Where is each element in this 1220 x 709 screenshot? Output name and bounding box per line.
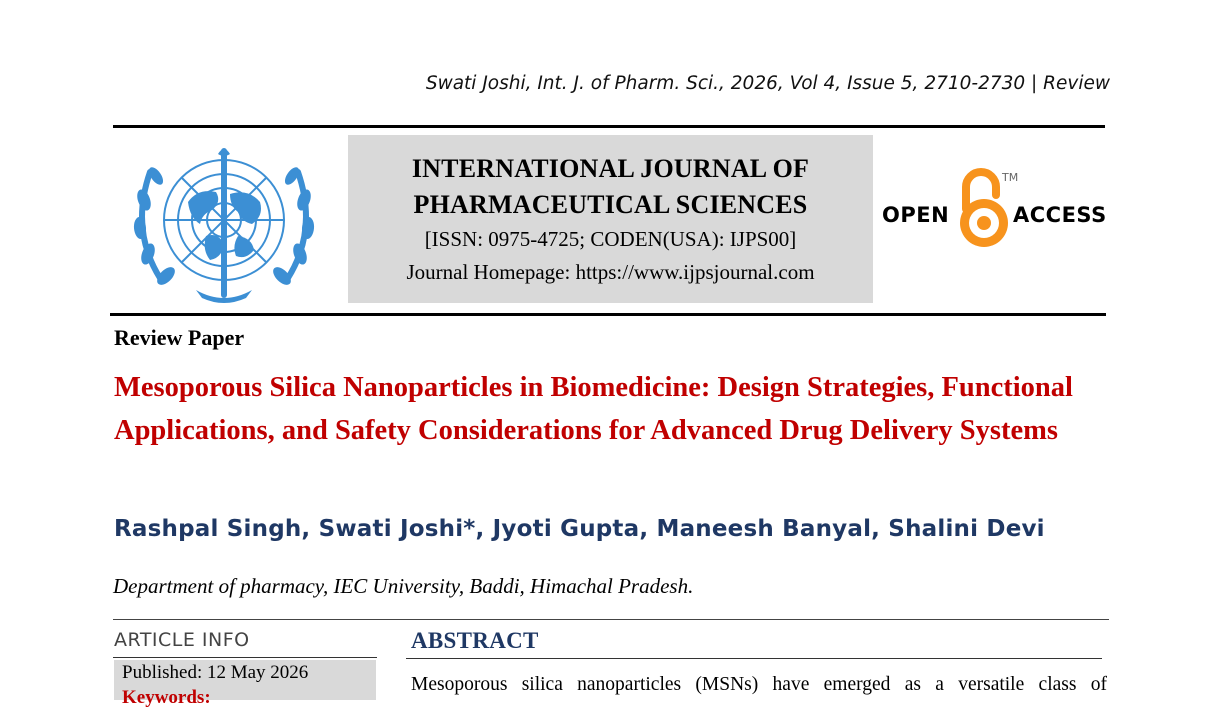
paper-title: Mesoporous Silica Nanoparticles in Biomedicine: Design Strategies, Functional Applications, and Safety Considerations for Advanced Drug Delivery Systems: [114, 372, 1073, 446]
issn-line: [ISSN: 0975-4725; CODEN(USA): IJPS00]: [424, 227, 797, 251]
header-divider: [110, 313, 1106, 316]
journal-masthead: [348, 135, 873, 303]
journal-homepage[interactable]: Journal Homepage: https://www.ijpsjournal.com: [406, 260, 815, 284]
citation-line: Swati Joshi, Int. J. of Pharm. Sci., 2026, Vol 4, Issue 5, 2710-2730 | Review: [425, 73, 1110, 94]
article-info-heading: ARTICLE INFO: [114, 629, 250, 651]
abstract-rule: [406, 658, 1102, 659]
top-divider: [113, 125, 1105, 128]
abstract-heading: ABSTRACT: [411, 628, 539, 653]
journal-title-line2: PHARMACEUTICAL SCIENCES: [413, 190, 808, 219]
open-access-left-text: OPEN: [882, 203, 950, 227]
paper-type: Review Paper: [114, 325, 245, 350]
trademark-mark: TM: [1002, 171, 1019, 184]
affiliation-divider: [113, 619, 1109, 620]
author-list: Rashpal Singh, Swati Joshi*, Jyoti Gupta, Maneesh Banyal, Shalini Devi: [114, 516, 1045, 542]
affiliation: Department of pharmacy, IEC University, Baddi, Himachal Pradesh.: [113, 574, 694, 598]
keywords-label: Keywords:: [122, 687, 211, 708]
open-access-right-text: ACCESS: [1013, 203, 1107, 227]
abstract-text: Mesoporous silica nanoparticles (MSNs) have emerged as a versatile class of: [411, 674, 1107, 695]
published-date: Published: 12 May 2026: [122, 662, 309, 683]
journal-title-line1: INTERNATIONAL JOURNAL OF: [411, 154, 810, 183]
article-info-rule: [113, 657, 377, 658]
un-emblem-icon: [126, 140, 322, 305]
open-access-logo: [880, 165, 1110, 255]
